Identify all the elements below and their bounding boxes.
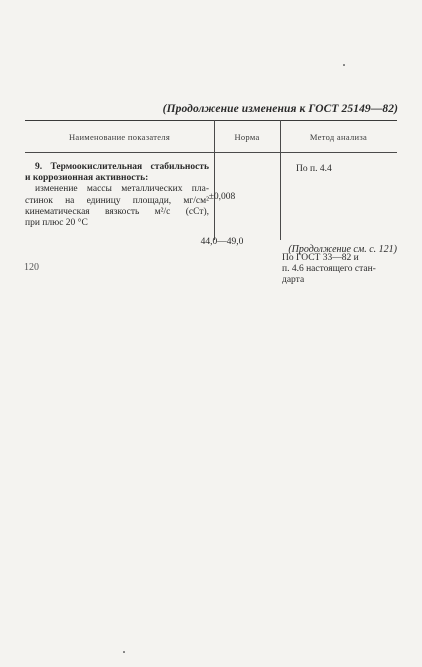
indicator-cell [25, 162, 209, 229]
method-2-line1: По ГОСТ 33—82 и [282, 253, 359, 263]
specification-table [25, 120, 397, 240]
method-1-text: По п. 4.4 [296, 164, 332, 174]
column-header-norm: Норма [234, 132, 260, 142]
method-2-line3: дарта [282, 275, 305, 286]
column-header-indicator: Наименование показателя [68, 132, 171, 142]
scan-speck [123, 651, 125, 653]
item-title-part-2: стабильность [150, 162, 209, 172]
viscosity-line1: кинематическая вязкость м²/с (сСт), [25, 206, 209, 217]
page-number: 120 [24, 262, 39, 273]
indicator-title-line2: и коррозионная активность: [25, 173, 149, 184]
scan-speck [343, 64, 345, 66]
mass-change-line1: изменение массы металлических пла- [35, 184, 209, 195]
continuation-footer: (Продолжение см. с. 121) [288, 244, 397, 255]
norm-mass-change: ±0,008 [208, 192, 236, 202]
table-top-rule [25, 120, 397, 121]
item-number: 9. [35, 162, 43, 172]
table-header-rule [25, 152, 397, 153]
indicator-title-line1 [25, 162, 209, 173]
norm-viscosity: 44,0—49,0 [200, 237, 244, 247]
viscosity-line2: при плюс 20 °С [25, 218, 88, 229]
method-cell-2 [282, 253, 386, 287]
continuation-header: (Продолжение изменения к ГОСТ 25149—82) [162, 103, 398, 115]
method-2-line2: п. 4.6 настоящего стан- [282, 264, 376, 275]
mass-change-line2: стинок на единицу площади, мг/см² [25, 195, 209, 206]
column-header-method: Метод анализа [309, 132, 368, 142]
method-cell-1 [296, 164, 400, 175]
item-title-part-1: Термоокислительная [50, 162, 143, 172]
